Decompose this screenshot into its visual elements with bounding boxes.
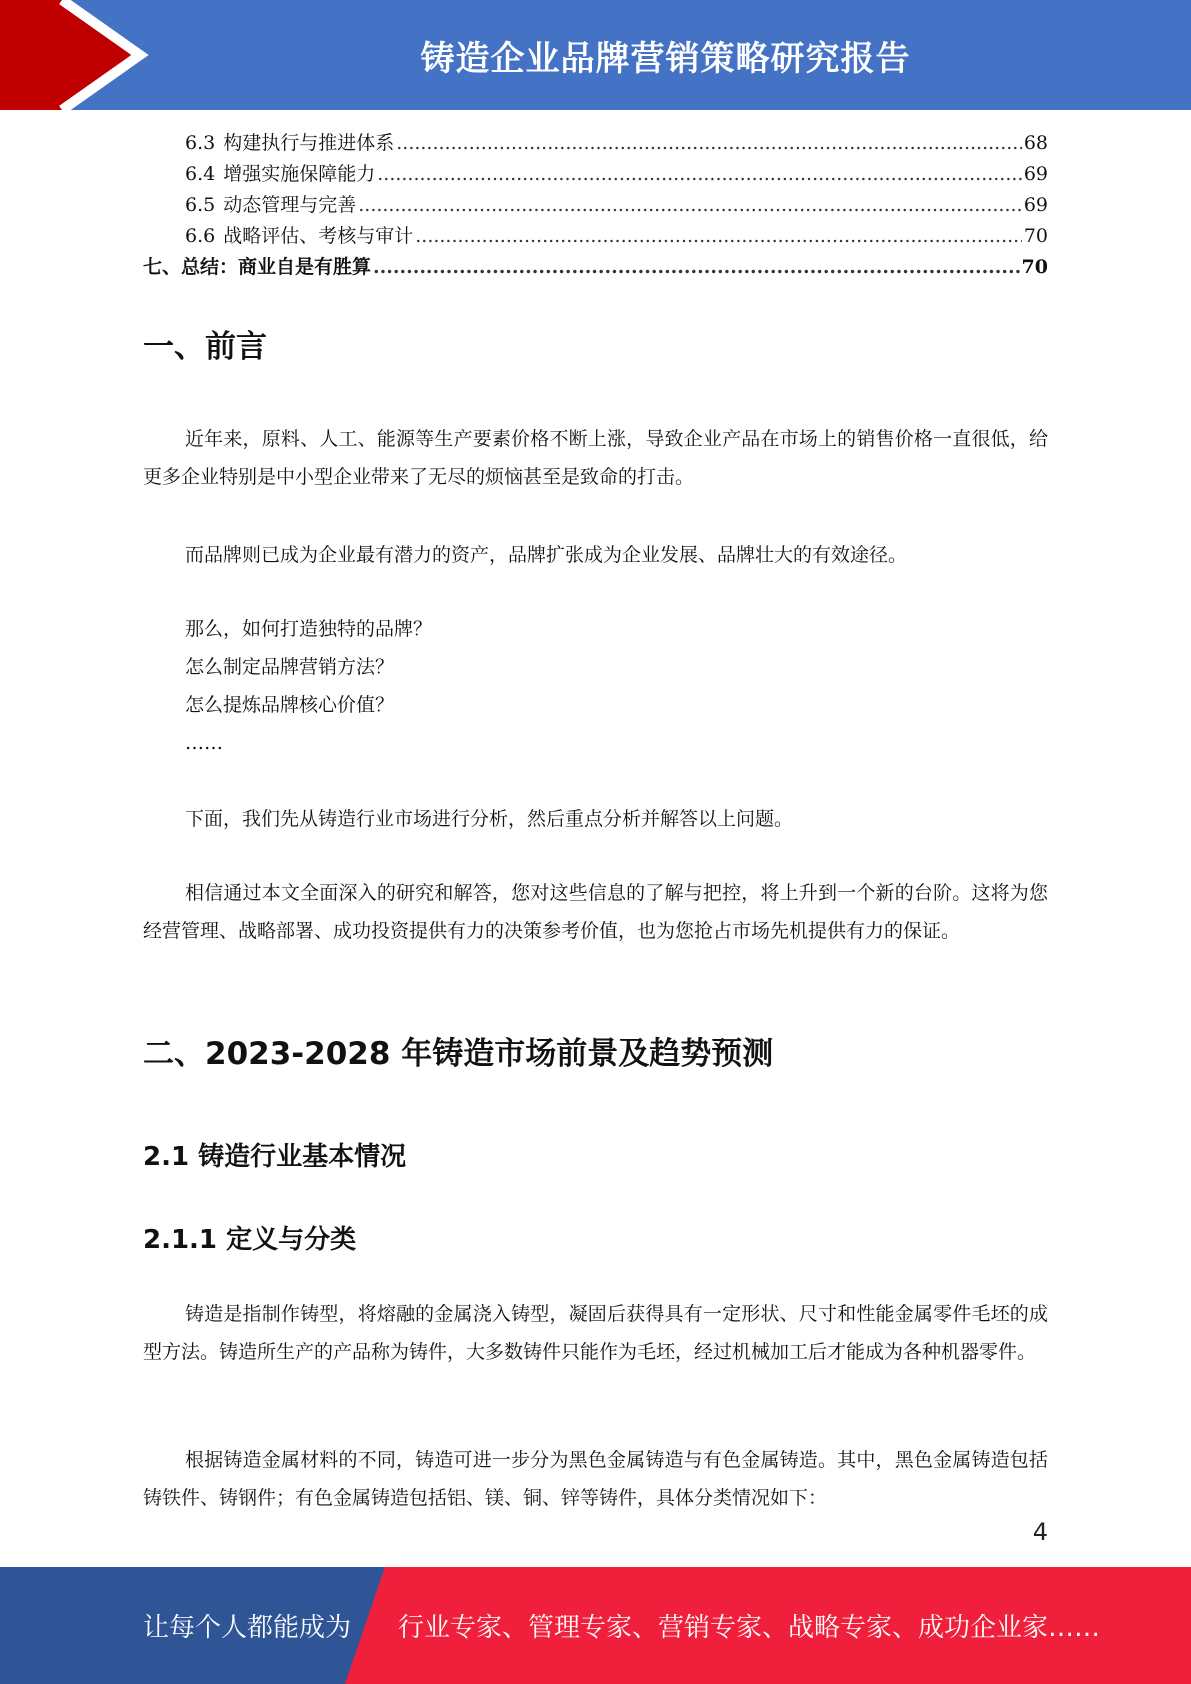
subsection-heading: 2.1 铸造行业基本情况 xyxy=(143,1142,407,1172)
footer-slogan-roles: 行业专家、管理专家、营销专家、战略专家、成功企业家…… xyxy=(398,1613,1101,1643)
toc-entry-number: 6.6 xyxy=(185,225,216,247)
toc-dot-leader xyxy=(358,190,1022,221)
question-item: 怎么提炼品牌核心价值？ xyxy=(185,694,395,716)
section-heading-preface: 一、前言 xyxy=(143,329,267,365)
toc-entry-page: 69 xyxy=(1023,194,1048,216)
toc-dot-leader xyxy=(373,252,1020,283)
toc-entry-title: 增强实施保障能力 xyxy=(223,163,376,185)
toc-entry-title: 构建执行与推进体系 xyxy=(223,132,395,154)
page-number: 4 xyxy=(1032,1518,1048,1546)
ellipsis: …… xyxy=(185,732,223,754)
toc-entry-title: 战略评估、考核与审计 xyxy=(223,225,414,247)
toc-entry-title: 动态管理与完善 xyxy=(223,194,357,216)
toc-dot-leader xyxy=(396,128,1022,159)
table-of-contents xyxy=(143,128,1048,283)
paragraph: 铸造是指制作铸型，将熔融的金属浇入铸型，凝固后获得具有一定形状、尺寸和性能金属零件毛坯的成型方法。铸造所生产的产品称为铸件，大多数铸件只能作为毛坯，经过机械加工后才能成为各种机器零件。 xyxy=(143,1303,1048,1363)
toc-dot-leader xyxy=(377,159,1022,190)
toc-entry[interactable] xyxy=(143,159,1048,190)
section-heading-market-outlook: 二、2023-2028 年铸造市场前景及趋势预测 xyxy=(143,1036,774,1072)
toc-entry[interactable] xyxy=(143,128,1048,159)
paragraph: 而品牌则已成为企业最有潜力的资产，品牌扩张成为企业发展、品牌壮大的有效途径。 xyxy=(185,544,908,566)
report-title: 铸造企业品牌营销策略研究报告 xyxy=(420,38,911,79)
paragraph: 根据铸造金属材料的不同，铸造可进一步分为黑色金属铸造与有色金属铸造。其中，黑色金属铸造包括铸铁件、铸钢件；有色金属铸造包括铝、镁、铜、锌等铸件，具体分类情况如下： xyxy=(143,1449,1048,1509)
paragraph: 下面，我们先从铸造行业市场进行分析，然后重点分析并解答以上问题。 xyxy=(185,808,794,830)
toc-entry-page: 69 xyxy=(1023,163,1048,185)
toc-entry-page: 70 xyxy=(1021,256,1048,278)
toc-entry[interactable] xyxy=(143,190,1048,221)
question-list xyxy=(185,610,432,762)
toc-entry[interactable] xyxy=(143,221,1048,252)
question-item: 那么，如何打造独特的品牌？ xyxy=(185,618,433,640)
toc-entry-page: 70 xyxy=(1023,225,1048,247)
toc-entry-number: 6.3 xyxy=(185,132,216,154)
subsection-heading: 2.1.1 定义与分类 xyxy=(143,1225,357,1255)
header-banner xyxy=(0,0,1191,110)
footer-slogan-lead: 让每个人都能成为 xyxy=(143,1613,352,1643)
paragraph: 相信通过本文全面深入的研究和解答，您对这些信息的了解与把控，将上升到一个新的台阶。这将为您经营管理、战略部署、成功投资提供有力的决策参考价值，也为您抢占市场先机提供有力的保证。 xyxy=(143,882,1048,942)
footer-banner xyxy=(0,1567,1191,1684)
toc-entry-page: 68 xyxy=(1023,132,1048,154)
toc-entry-number: 6.4 xyxy=(185,163,216,185)
question-item: 怎么制定品牌营销方法？ xyxy=(185,656,395,678)
toc-entry[interactable] xyxy=(143,252,1048,283)
toc-dot-leader xyxy=(415,221,1022,252)
toc-entry-title: 七、总结：商业自是有胜算 xyxy=(143,256,372,278)
paragraph: 近年来，原料、人工、能源等生产要素价格不断上涨，导致企业产品在市场上的销售价格一直很低，给更多企业特别是中小型企业带来了无尽的烦恼甚至是致命的打击。 xyxy=(143,428,1048,488)
toc-entry-number: 6.5 xyxy=(185,194,216,216)
